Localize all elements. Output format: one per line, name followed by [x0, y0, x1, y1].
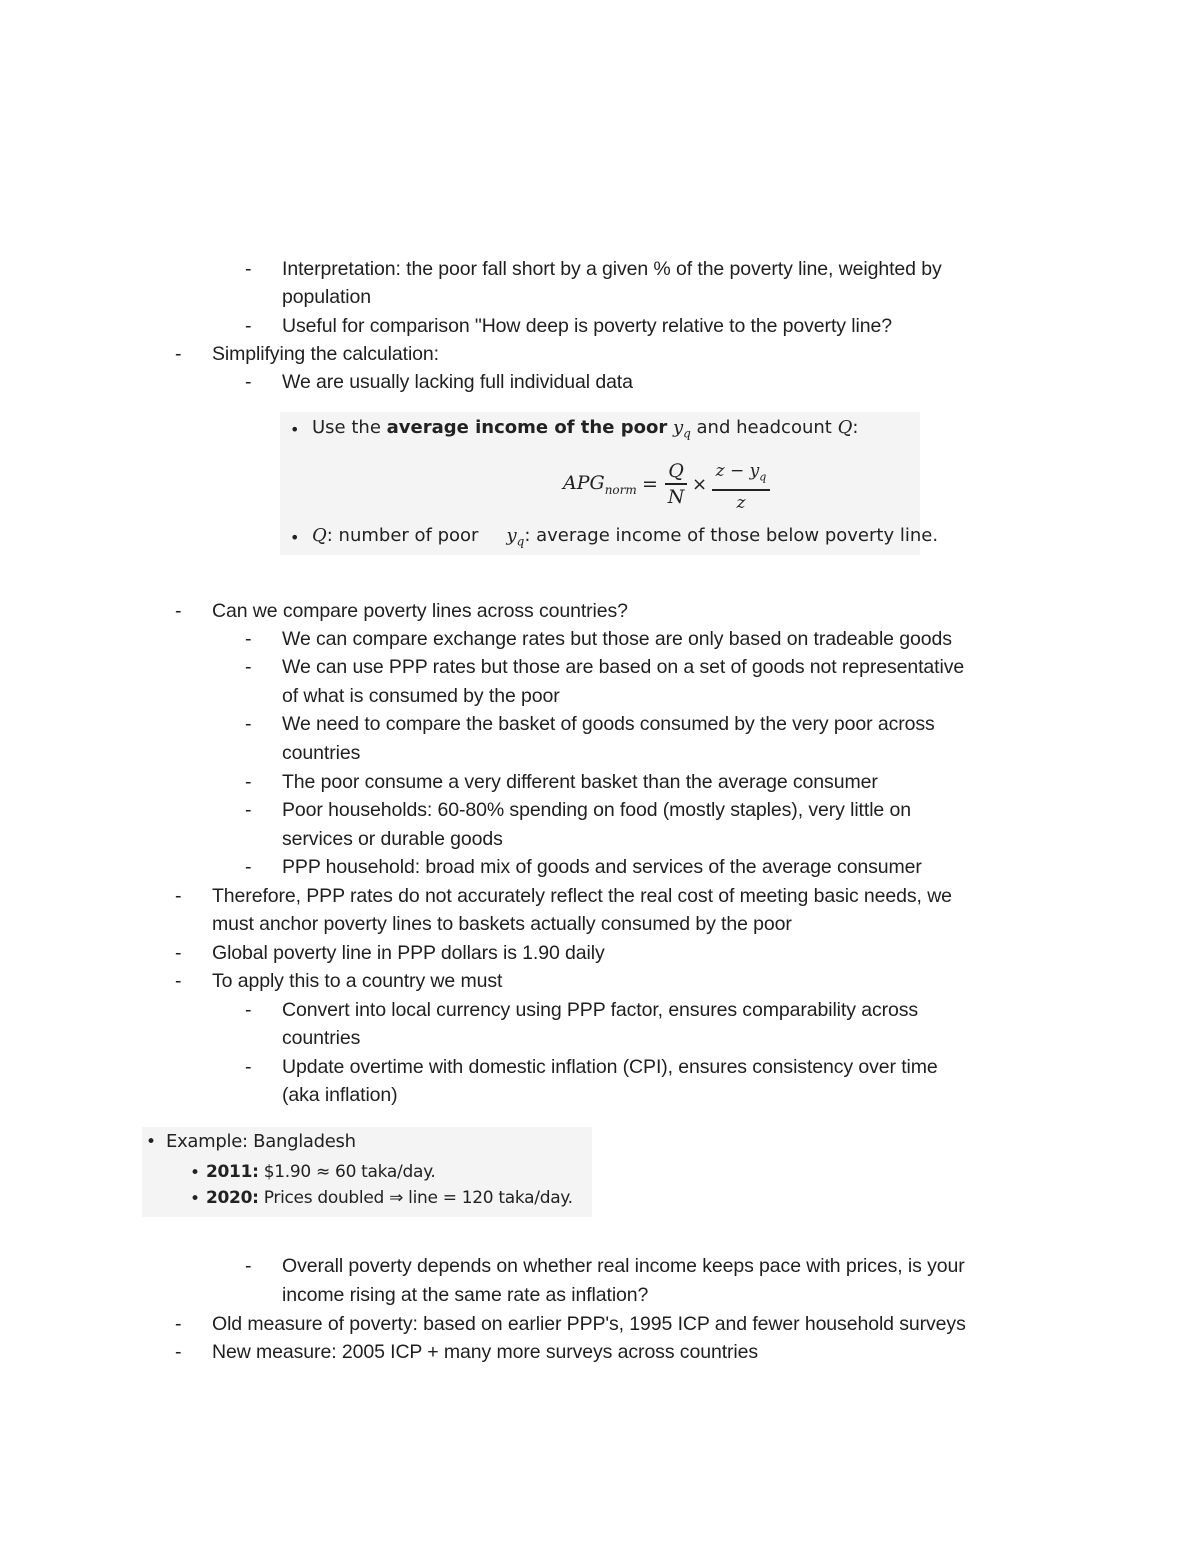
convert-currency-text-cont: countries [282, 1027, 361, 1049]
list-dash: - [175, 970, 182, 992]
ppp-household-text: PPP household: broad mix of goods and services of the average consumer [282, 856, 922, 878]
list-dash: - [245, 771, 252, 793]
exchange-rates-text: We can compare exchange rates but those are only based on tradeable goods [282, 628, 952, 650]
list-dash: - [245, 799, 252, 821]
basket-text: We need to compare the basket of goods consumed by the very poor across [282, 713, 935, 735]
overall-poverty-text-cont: income rising at the same rate as inflation? [282, 1284, 649, 1306]
global-poverty-line-text: Global poverty line in PPP dollars is 1.90 daily [212, 942, 605, 964]
list-dash: - [245, 999, 252, 1021]
bullet: • [190, 1163, 200, 1183]
list-dash: - [245, 856, 252, 878]
poor-households-text: Poor households: 60-80% spending on food (mostly staples), very little on [282, 799, 911, 821]
poor-households-text-cont: services or durable goods [282, 828, 503, 850]
therefore-text: Therefore, PPP rates do not accurately reflect the real cost of meeting basic needs, we [212, 885, 952, 907]
list-dash: - [175, 942, 182, 964]
list-dash: - [245, 258, 252, 280]
list-dash: - [245, 656, 252, 678]
example-image [142, 1127, 592, 1217]
list-dash: - [245, 371, 252, 393]
different-basket-text: The poor consume a very different basket than the average consumer [282, 771, 878, 793]
list-dash: - [175, 1341, 182, 1363]
list-dash: - [175, 343, 182, 365]
update-inflation-text-cont: (aka inflation) [282, 1084, 398, 1106]
convert-currency-text: Convert into local currency using PPP factor, ensures comparability across [282, 999, 919, 1021]
times-sign: × [692, 474, 708, 495]
example-2011: 2011: $1.90 ≈ 60 taka/day. [206, 1162, 436, 1182]
equals-sign: = [642, 473, 658, 495]
compare-question-text: Can we compare poverty lines across countries? [212, 600, 628, 622]
useful-text: Useful for comparison "How deep is poverty relative to the poverty line? [282, 315, 892, 337]
old-measure-text: Old measure of poverty: based on earlier PPP's, 1995 ICP and fewer household surveys [212, 1313, 966, 1335]
interpretation-text: Interpretation: the poor fall short by a given % of the poverty line, weighted by [282, 258, 942, 280]
ppp-rates-text-cont: of what is consumed by the poor [282, 685, 560, 707]
list-dash: - [175, 600, 182, 622]
list-dash: - [175, 885, 182, 907]
list-dash: - [245, 1056, 252, 1078]
list-dash: - [175, 1313, 182, 1335]
apply-country-text: To apply this to a country we must [212, 970, 503, 992]
interpretation-text-cont: population [282, 286, 371, 308]
update-inflation-text: Update overtime with domestic inflation (CPI), ensures consistency over time [282, 1056, 938, 1078]
bullet: • [290, 420, 300, 439]
example-title: Example: Bangladesh [166, 1131, 356, 1152]
fraction-q-over-n: Q N [665, 460, 687, 508]
overall-poverty-text: Overall poverty depends on whether real income keeps pace with prices, is your [282, 1255, 965, 1277]
bullet: • [290, 528, 300, 547]
simplifying-text: Simplifying the calculation: [212, 343, 439, 365]
therefore-text-cont: must anchor poverty lines to baskets actually consumed by the poor [212, 913, 792, 935]
ppp-rates-text: We can use PPP rates but those are based on a set of goods not representative [282, 656, 965, 678]
formula-image [280, 412, 939, 555]
basket-text-cont: countries [282, 742, 361, 764]
bullet: • [146, 1132, 156, 1152]
formula-bullet-1: Use the average income of the poor $y_q$ and headcount Q: [312, 417, 859, 441]
formula-bullet-2: Q: number of poor $y_q$: average income of those below poverty line. [312, 525, 939, 549]
list-dash: - [245, 315, 252, 337]
example-2020: 2020: Prices doubled ⇒ line = 120 taka/day. [206, 1188, 573, 1208]
list-dash: - [245, 713, 252, 735]
bullet: • [190, 1189, 200, 1209]
new-measure-text: New measure: 2005 ICP + many more surveys across countries [212, 1341, 759, 1363]
lacking-data-text: We are usually lacking full individual data [282, 371, 633, 393]
fraction-gap-over-z: $z - y_q$ z [712, 460, 770, 514]
list-dash: - [245, 1255, 252, 1277]
list-dash: - [245, 628, 252, 650]
formula-lhs: $APG_{norm}$ [563, 472, 637, 497]
